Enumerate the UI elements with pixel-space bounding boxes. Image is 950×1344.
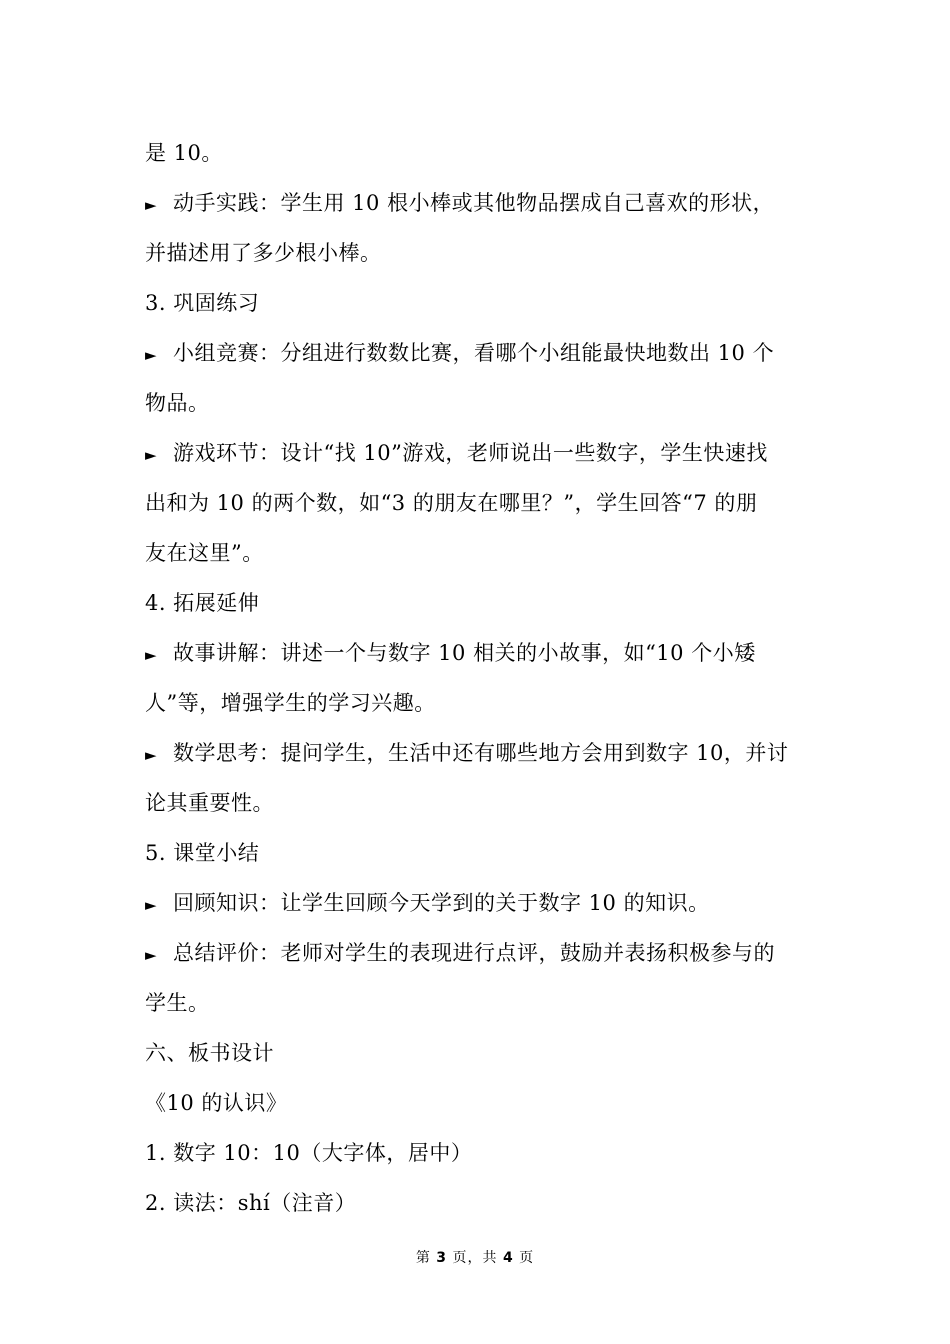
text-line-content: 5. 课堂小结 bbox=[145, 841, 260, 865]
text-line-content: 故事讲解：讲述一个与数字 10 相关的小故事，如“10 个小矮 bbox=[173, 641, 756, 665]
footer-current-page: 3 bbox=[436, 1250, 448, 1266]
text-line-content: 论其重要性。 bbox=[145, 791, 274, 815]
text-line bbox=[145, 228, 810, 278]
text-line-content: 动手实践：学生用 10 根小棒或其他物品摆成自己喜欢的形状， bbox=[173, 191, 775, 215]
footer-suffix: 页 bbox=[513, 1250, 535, 1266]
text-line-content: 小组竞赛：分组进行数数比赛，看哪个小组能最快地数出 10 个 bbox=[173, 341, 775, 365]
bullet-arrow-icon: ► bbox=[145, 646, 158, 664]
text-line-content: 出和为 10 的两个数，如“3 的朋友在哪里？”，学生回答“7 的朋 bbox=[145, 491, 758, 515]
text-line bbox=[145, 678, 810, 728]
text-line bbox=[145, 528, 810, 578]
text-line-content: 是 10。 bbox=[145, 141, 223, 165]
page-footer bbox=[0, 1247, 950, 1267]
bullet-arrow-icon: ► bbox=[145, 946, 158, 964]
text-line bbox=[145, 378, 810, 428]
text-line-content: 2. 读法：shí（注音） bbox=[145, 1191, 357, 1215]
text-line bbox=[145, 578, 810, 628]
text-line-content: 总结评价：老师对学生的表现进行点评，鼓励并表扬积极参与的 bbox=[173, 941, 775, 965]
text-line bbox=[145, 1028, 810, 1078]
text-line bbox=[145, 728, 810, 778]
text-line-content: 《10 的认识》 bbox=[145, 1091, 288, 1115]
text-line bbox=[145, 1078, 810, 1128]
text-line-content: 友在这里”。 bbox=[145, 541, 264, 565]
text-line bbox=[145, 328, 810, 378]
document-body bbox=[145, 128, 810, 1228]
text-line bbox=[145, 628, 810, 678]
text-line bbox=[145, 428, 810, 478]
text-line bbox=[145, 978, 810, 1028]
bullet-arrow-icon: ► bbox=[145, 896, 158, 914]
text-line-content: 4. 拓展延伸 bbox=[145, 591, 260, 615]
text-line bbox=[145, 128, 810, 178]
text-line bbox=[145, 778, 810, 828]
footer-prefix: 第 bbox=[415, 1250, 437, 1266]
text-line bbox=[145, 878, 810, 928]
text-line-content: 人”等，增强学生的学习兴趣。 bbox=[145, 691, 436, 715]
text-line-content: 1. 数字 10：10（大字体，居中） bbox=[145, 1141, 473, 1165]
text-line-content: 学生。 bbox=[145, 991, 210, 1015]
bullet-arrow-icon: ► bbox=[145, 746, 158, 764]
text-line-content: 并描述用了多少根小棒。 bbox=[145, 241, 382, 265]
text-line bbox=[145, 928, 810, 978]
bullet-arrow-icon: ► bbox=[145, 446, 158, 464]
footer-total-pages: 4 bbox=[502, 1250, 514, 1266]
text-line bbox=[145, 178, 810, 228]
bullet-arrow-icon: ► bbox=[145, 196, 158, 214]
text-line-content: 物品。 bbox=[145, 391, 210, 415]
text-line-content: 3. 巩固练习 bbox=[145, 291, 260, 315]
text-line bbox=[145, 478, 810, 528]
text-line-content: 回顾知识：让学生回顾今天学到的关于数字 10 的知识。 bbox=[173, 891, 710, 915]
text-line bbox=[145, 1178, 810, 1228]
text-line-content: 数学思考：提问学生，生活中还有哪些地方会用到数字 10，并讨 bbox=[173, 741, 789, 765]
text-line-content: 游戏环节：设计“找 10”游戏，老师说出一些数字，学生快速找 bbox=[173, 441, 768, 465]
text-line-content: 六、板书设计 bbox=[145, 1041, 274, 1065]
bullet-arrow-icon: ► bbox=[145, 346, 158, 364]
text-line bbox=[145, 828, 810, 878]
text-line bbox=[145, 1128, 810, 1178]
text-line bbox=[145, 278, 810, 328]
footer-middle: 页，共 bbox=[447, 1250, 503, 1266]
